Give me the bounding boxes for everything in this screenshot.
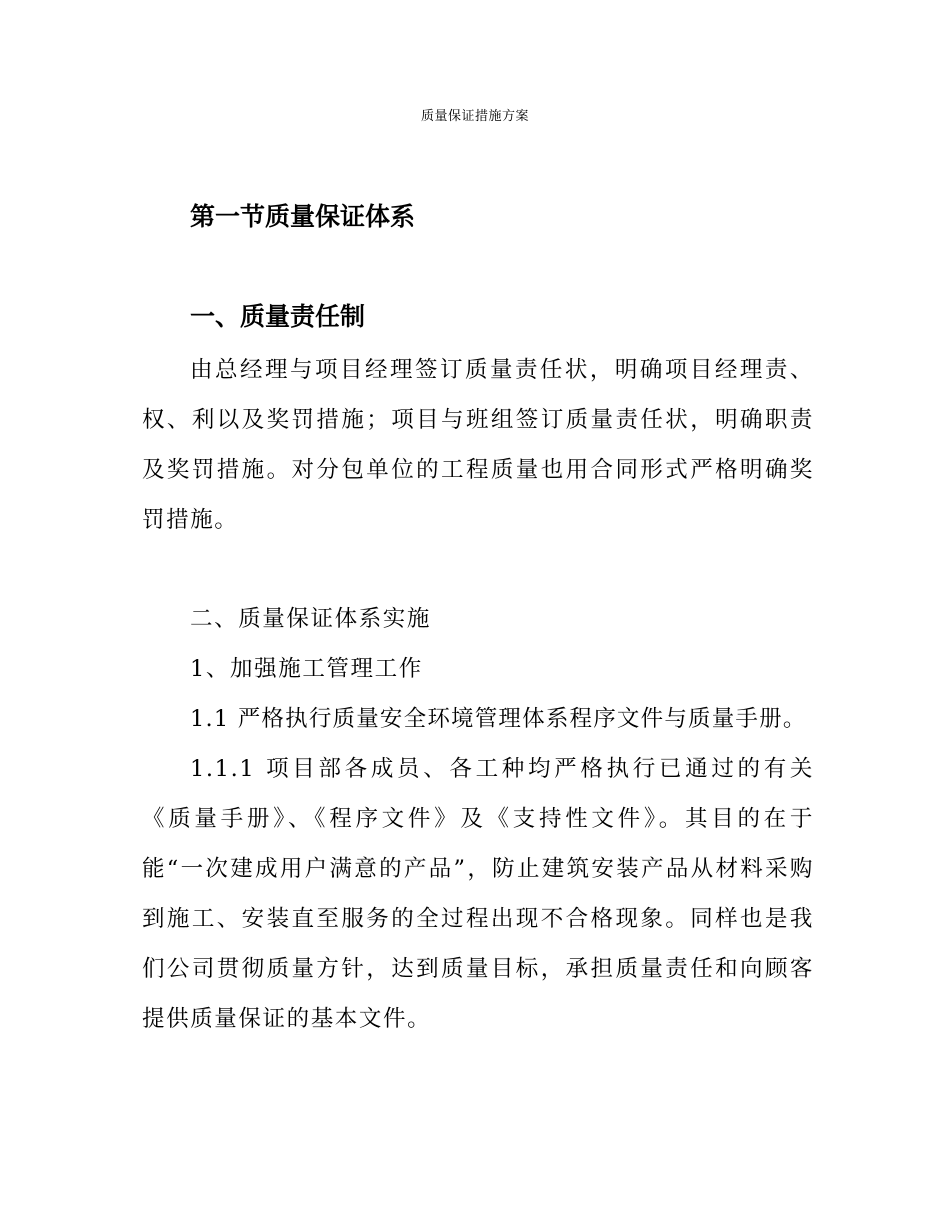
list-item-1-1: 1.1 严格执行质量安全环境管理体系程序文件与质量手册。	[190, 706, 807, 732]
subsection-heading-responsibility: 一、质量责任制	[190, 302, 366, 331]
list-item-1-1-1: 1.1.1 项目部各成员、各工种均严格执行已通过的有关《质量手册》、《程序文件》及《支持性文件》。其目的在于能“一次建成用户满意的产品”，防止建筑安装产品从材料采购到施工、安装直至服务的全过程出现不合格现象。同样也是我们公司贯彻质量方针，达到质量目标，承担质量责任和向顾客提供质量保证的基本文件。	[142, 756, 814, 1032]
list-item-1: 1、加强施工管理工作	[190, 656, 423, 682]
section-heading: 第一节质量保证体系	[190, 202, 416, 231]
page-header: 质量保证措施方案	[420, 109, 529, 124]
subsection-heading-implementation: 二、质量保证体系实施	[190, 606, 432, 632]
responsibility-paragraph: 由总经理与项目经理签订质量责任状，明确项目经理责、权、利以及奖罚措施；项目与班组签订质量责任状，明确职责及奖罚措施。对分包单位的工程质量也用合同形式严格明确奖罚措施。	[142, 357, 814, 533]
